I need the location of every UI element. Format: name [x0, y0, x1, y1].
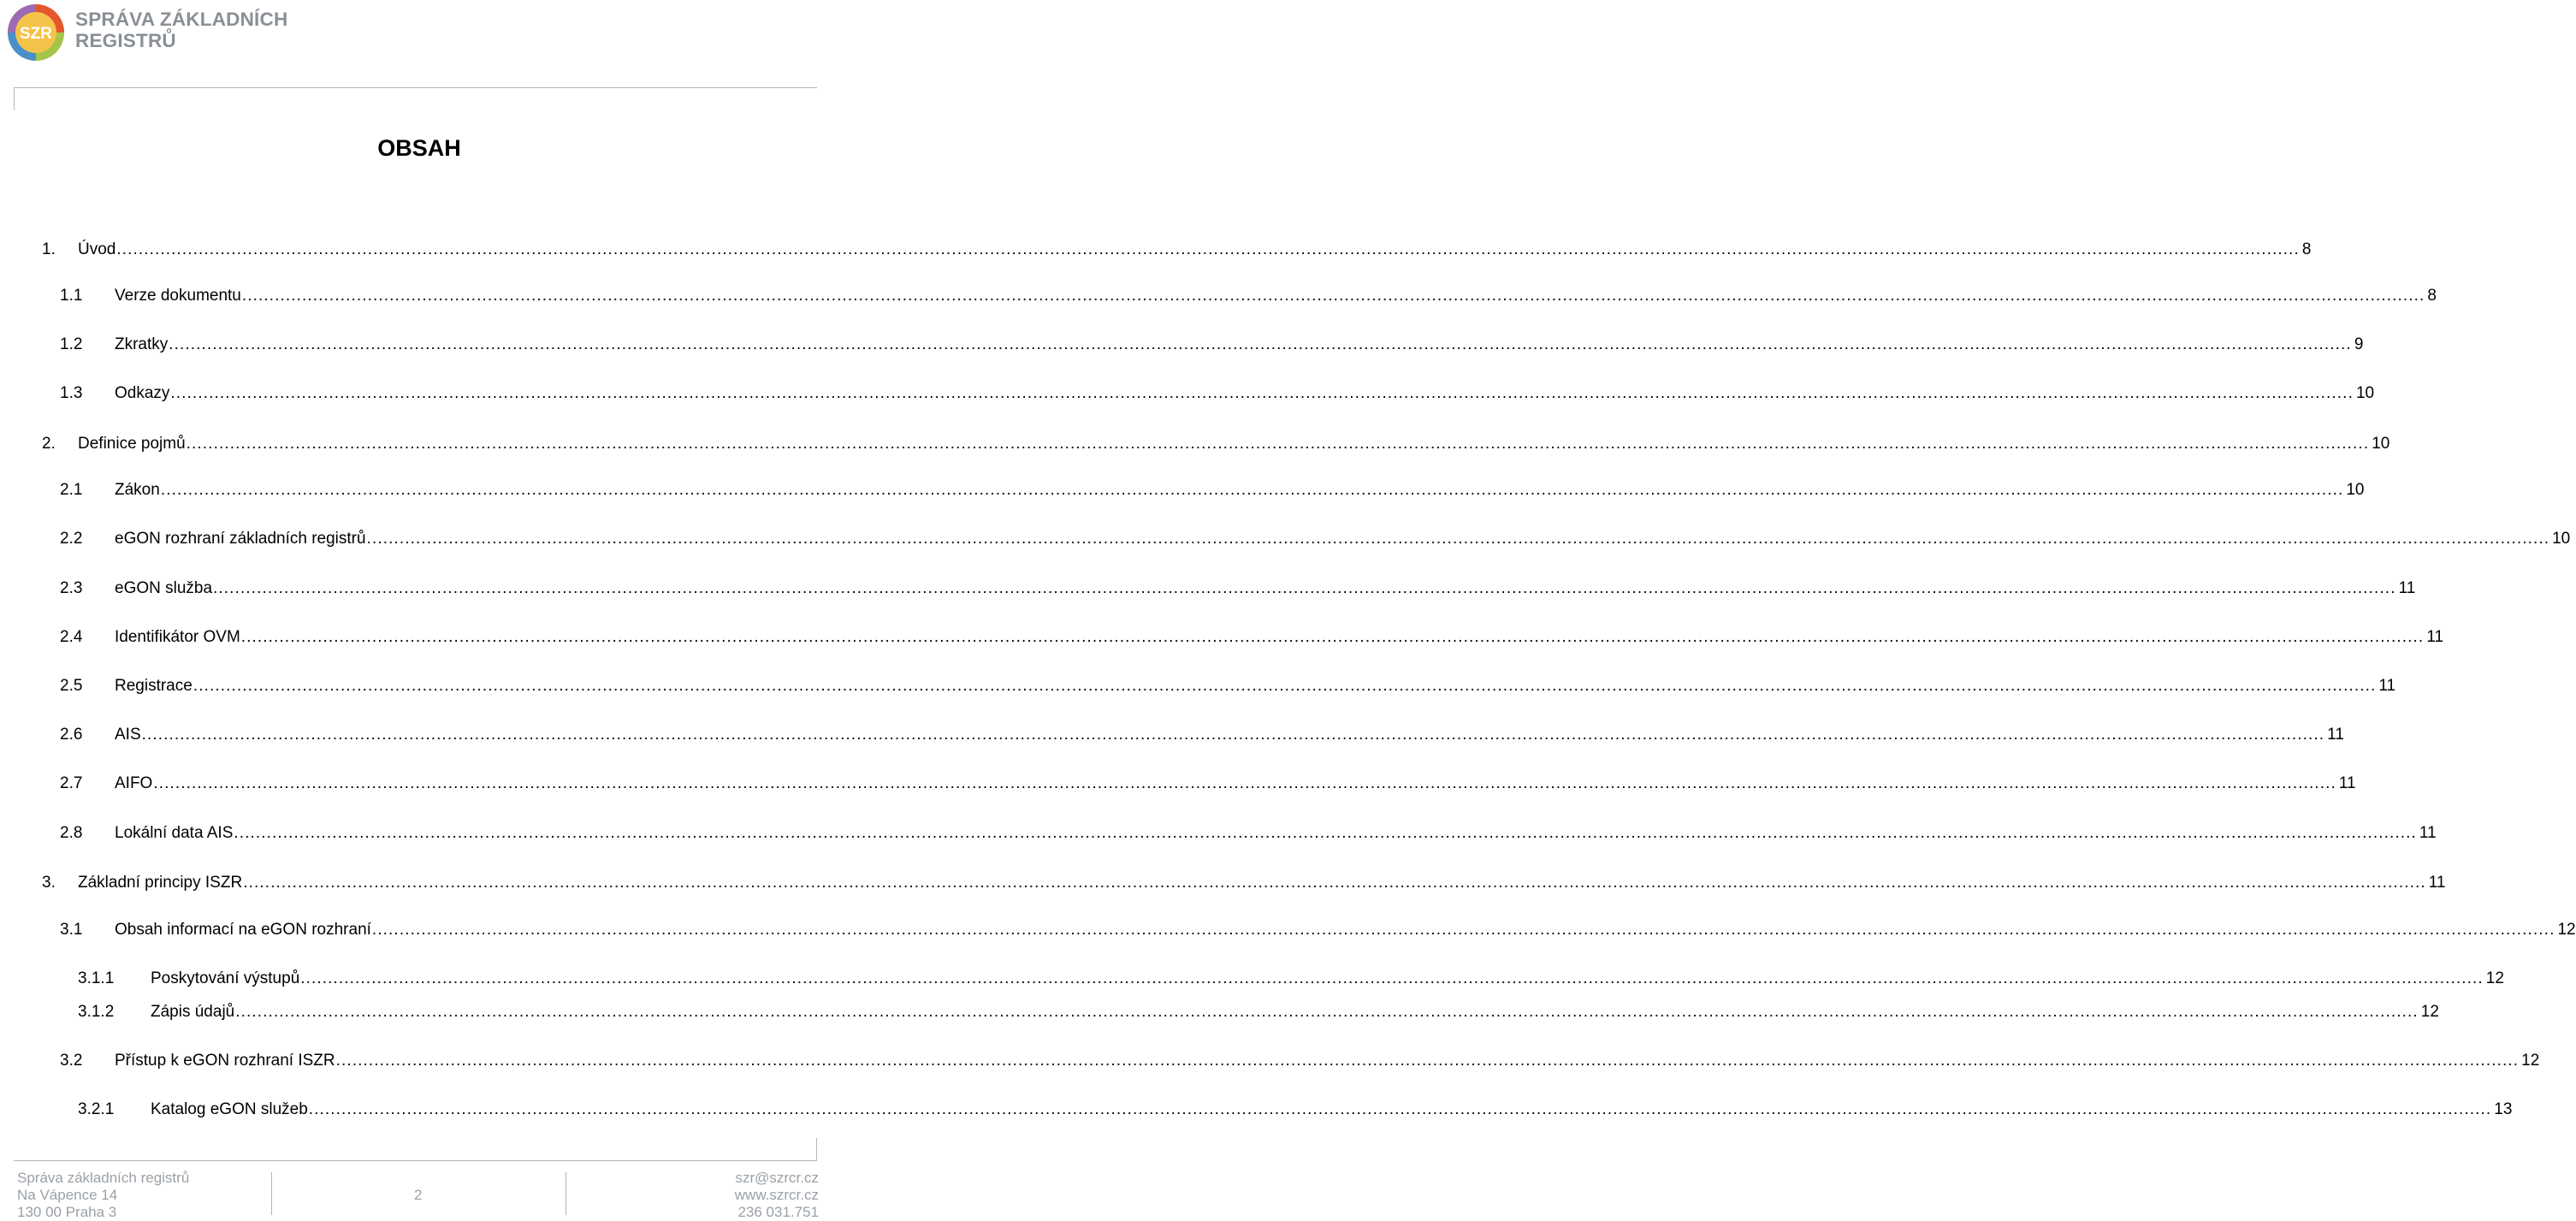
toc-page: 11: [2398, 579, 2416, 597]
footer-contact: [735, 1170, 819, 1221]
toc-leader-dots: ................................................................................................................................................................................................................................................................................................................................................................................................................: [335, 1052, 2520, 1070]
toc-page: 8: [2427, 287, 2437, 305]
toc-title: AIS: [115, 726, 141, 744]
toc-title: Základní principy ISZR: [78, 874, 243, 892]
toc-title: Katalog eGON služeb: [151, 1100, 308, 1118]
toc-page: 9: [2354, 335, 2364, 353]
footer-email-link[interactable]: szr@szrcr.cz: [735, 1170, 819, 1186]
toc-page: 11: [2327, 726, 2344, 744]
toc-number: 2.5: [60, 677, 83, 695]
szr-logo: [5, 3, 67, 62]
toc-page: 8: [2301, 240, 2312, 258]
toc-title: Poskytování výstupů: [151, 969, 300, 987]
page-number: 2: [414, 1187, 423, 1203]
toc-number: 3.1.1: [78, 969, 115, 987]
organization-name-line1: SPRÁVA ZÁKLADNÍCH: [75, 9, 288, 30]
toc-leader-dots: ................................................................................................................................................................................................................................................................................................................................................................................................................: [192, 677, 2377, 695]
toc-title: Obsah informací na eGON rozhraní: [115, 921, 371, 939]
toc-number: 2.3: [60, 579, 83, 597]
svg-text:SZR: SZR: [20, 25, 52, 43]
toc-leader-dots: ................................................................................................................................................................................................................................................................................................................................................................................................................: [153, 774, 2336, 792]
toc-page: 11: [2338, 774, 2356, 792]
organization-name-line2: REGISTRŮ: [75, 30, 176, 51]
toc-leader-dots: ................................................................................................................................................................................................................................................................................................................................................................................................................: [213, 579, 2396, 597]
toc-title: Přístup k eGON rozhraní ISZR: [115, 1052, 335, 1070]
footer-separator: [271, 1172, 272, 1215]
toc-leader-dots: ................................................................................................................................................................................................................................................................................................................................................................................................................: [141, 726, 2325, 744]
toc-title: Registrace: [115, 677, 192, 695]
footer-phone: 236 031.751: [737, 1204, 819, 1220]
toc-number: 3.1.2: [78, 1003, 115, 1021]
toc-title: Zkratky: [115, 335, 169, 353]
toc-number: 3.2.1: [78, 1100, 115, 1118]
toc-number: 2.4: [60, 628, 83, 646]
toc-page: 12: [2485, 969, 2504, 987]
toc-leader-dots: ................................................................................................................................................................................................................................................................................................................................................................................................................: [116, 240, 2300, 258]
toc-title: AIFO: [115, 774, 153, 792]
toc-number: 2.: [42, 435, 56, 453]
toc-number: 2.8: [60, 824, 83, 842]
toc-page: 12: [2557, 921, 2576, 939]
header-corner-mark: [14, 87, 15, 110]
toc-leader-dots: ................................................................................................................................................................................................................................................................................................................................................................................................................: [186, 435, 2370, 453]
toc-page: 12: [2420, 1003, 2439, 1021]
toc-title: Úvod: [78, 240, 116, 258]
toc-leader-dots: ................................................................................................................................................................................................................................................................................................................................................................................................................: [300, 969, 2484, 987]
toc-number: 2.7: [60, 774, 83, 792]
toc-number: 1.1: [60, 287, 83, 305]
toc-page: 11: [2378, 677, 2396, 695]
header-divider: [14, 87, 817, 88]
toc-number: 1.3: [60, 384, 83, 402]
toc-title: Identifikátor OVM: [115, 628, 240, 646]
toc-page: 10: [2552, 530, 2571, 548]
toc-leader-dots: ................................................................................................................................................................................................................................................................................................................................................................................................................: [169, 335, 2352, 353]
toc-page: 10: [2346, 481, 2365, 499]
toc-leader-dots: ................................................................................................................................................................................................................................................................................................................................................................................................................: [243, 874, 2426, 892]
toc-page: 10: [2355, 384, 2375, 402]
toc-leader-dots: ................................................................................................................................................................................................................................................................................................................................................................................................................: [160, 481, 2344, 499]
footer-org: Správa základních registrů: [17, 1170, 190, 1186]
toc-title: Zápis údajů: [151, 1003, 235, 1021]
toc-page: 11: [2419, 824, 2437, 842]
toc-leader-dots: ................................................................................................................................................................................................................................................................................................................................................................................................................: [235, 1003, 2419, 1021]
toc-title: Verze dokumentu: [115, 287, 241, 305]
toc-title: eGON rozhraní základních registrů: [115, 530, 366, 548]
toc-title: eGON služba: [115, 579, 213, 597]
toc-leader-dots: ................................................................................................................................................................................................................................................................................................................................................................................................................: [366, 530, 2550, 548]
page-title: OBSAH: [377, 135, 461, 161]
toc-number: 2.6: [60, 726, 83, 744]
footer-street: Na Vápence 14: [17, 1187, 118, 1203]
toc-page: 13: [2494, 1100, 2513, 1118]
organization-name: [75, 9, 287, 51]
toc-number: 2.2: [60, 530, 83, 548]
toc-page: 11: [2428, 874, 2446, 892]
toc-page: 10: [2372, 435, 2390, 453]
toc-title: Definice pojmů: [78, 435, 186, 453]
toc-page: 12: [2521, 1052, 2540, 1070]
footer-divider: [14, 1160, 817, 1161]
toc-number: 1.: [42, 240, 56, 258]
toc-number: 3.1: [60, 921, 83, 939]
toc-number: 3.2: [60, 1052, 83, 1070]
toc-leader-dots: ................................................................................................................................................................................................................................................................................................................................................................................................................: [241, 287, 2425, 305]
toc-leader-dots: ................................................................................................................................................................................................................................................................................................................................................................................................................: [170, 384, 2354, 402]
footer-corner-mark: [816, 1138, 817, 1161]
footer-web-link[interactable]: www.szrcr.cz: [734, 1187, 819, 1203]
toc-leader-dots: ................................................................................................................................................................................................................................................................................................................................................................................................................: [308, 1100, 2492, 1118]
toc-title: Lokální data AIS: [115, 824, 234, 842]
toc-leader-dots: ................................................................................................................................................................................................................................................................................................................................................................................................................: [371, 921, 2555, 939]
toc-leader-dots: ................................................................................................................................................................................................................................................................................................................................................................................................................: [234, 824, 2417, 842]
toc-number: 2.1: [60, 481, 83, 499]
toc-page: 11: [2426, 628, 2444, 646]
toc-number: 3.: [42, 874, 56, 892]
footer-address: [17, 1170, 189, 1221]
toc-title: Zákon: [115, 481, 160, 499]
toc-title: Odkazy: [115, 384, 170, 402]
toc-number: 1.2: [60, 335, 83, 353]
toc-leader-dots: ................................................................................................................................................................................................................................................................................................................................................................................................................: [240, 628, 2425, 646]
footer-city: 130 00 Praha 3: [17, 1204, 117, 1220]
